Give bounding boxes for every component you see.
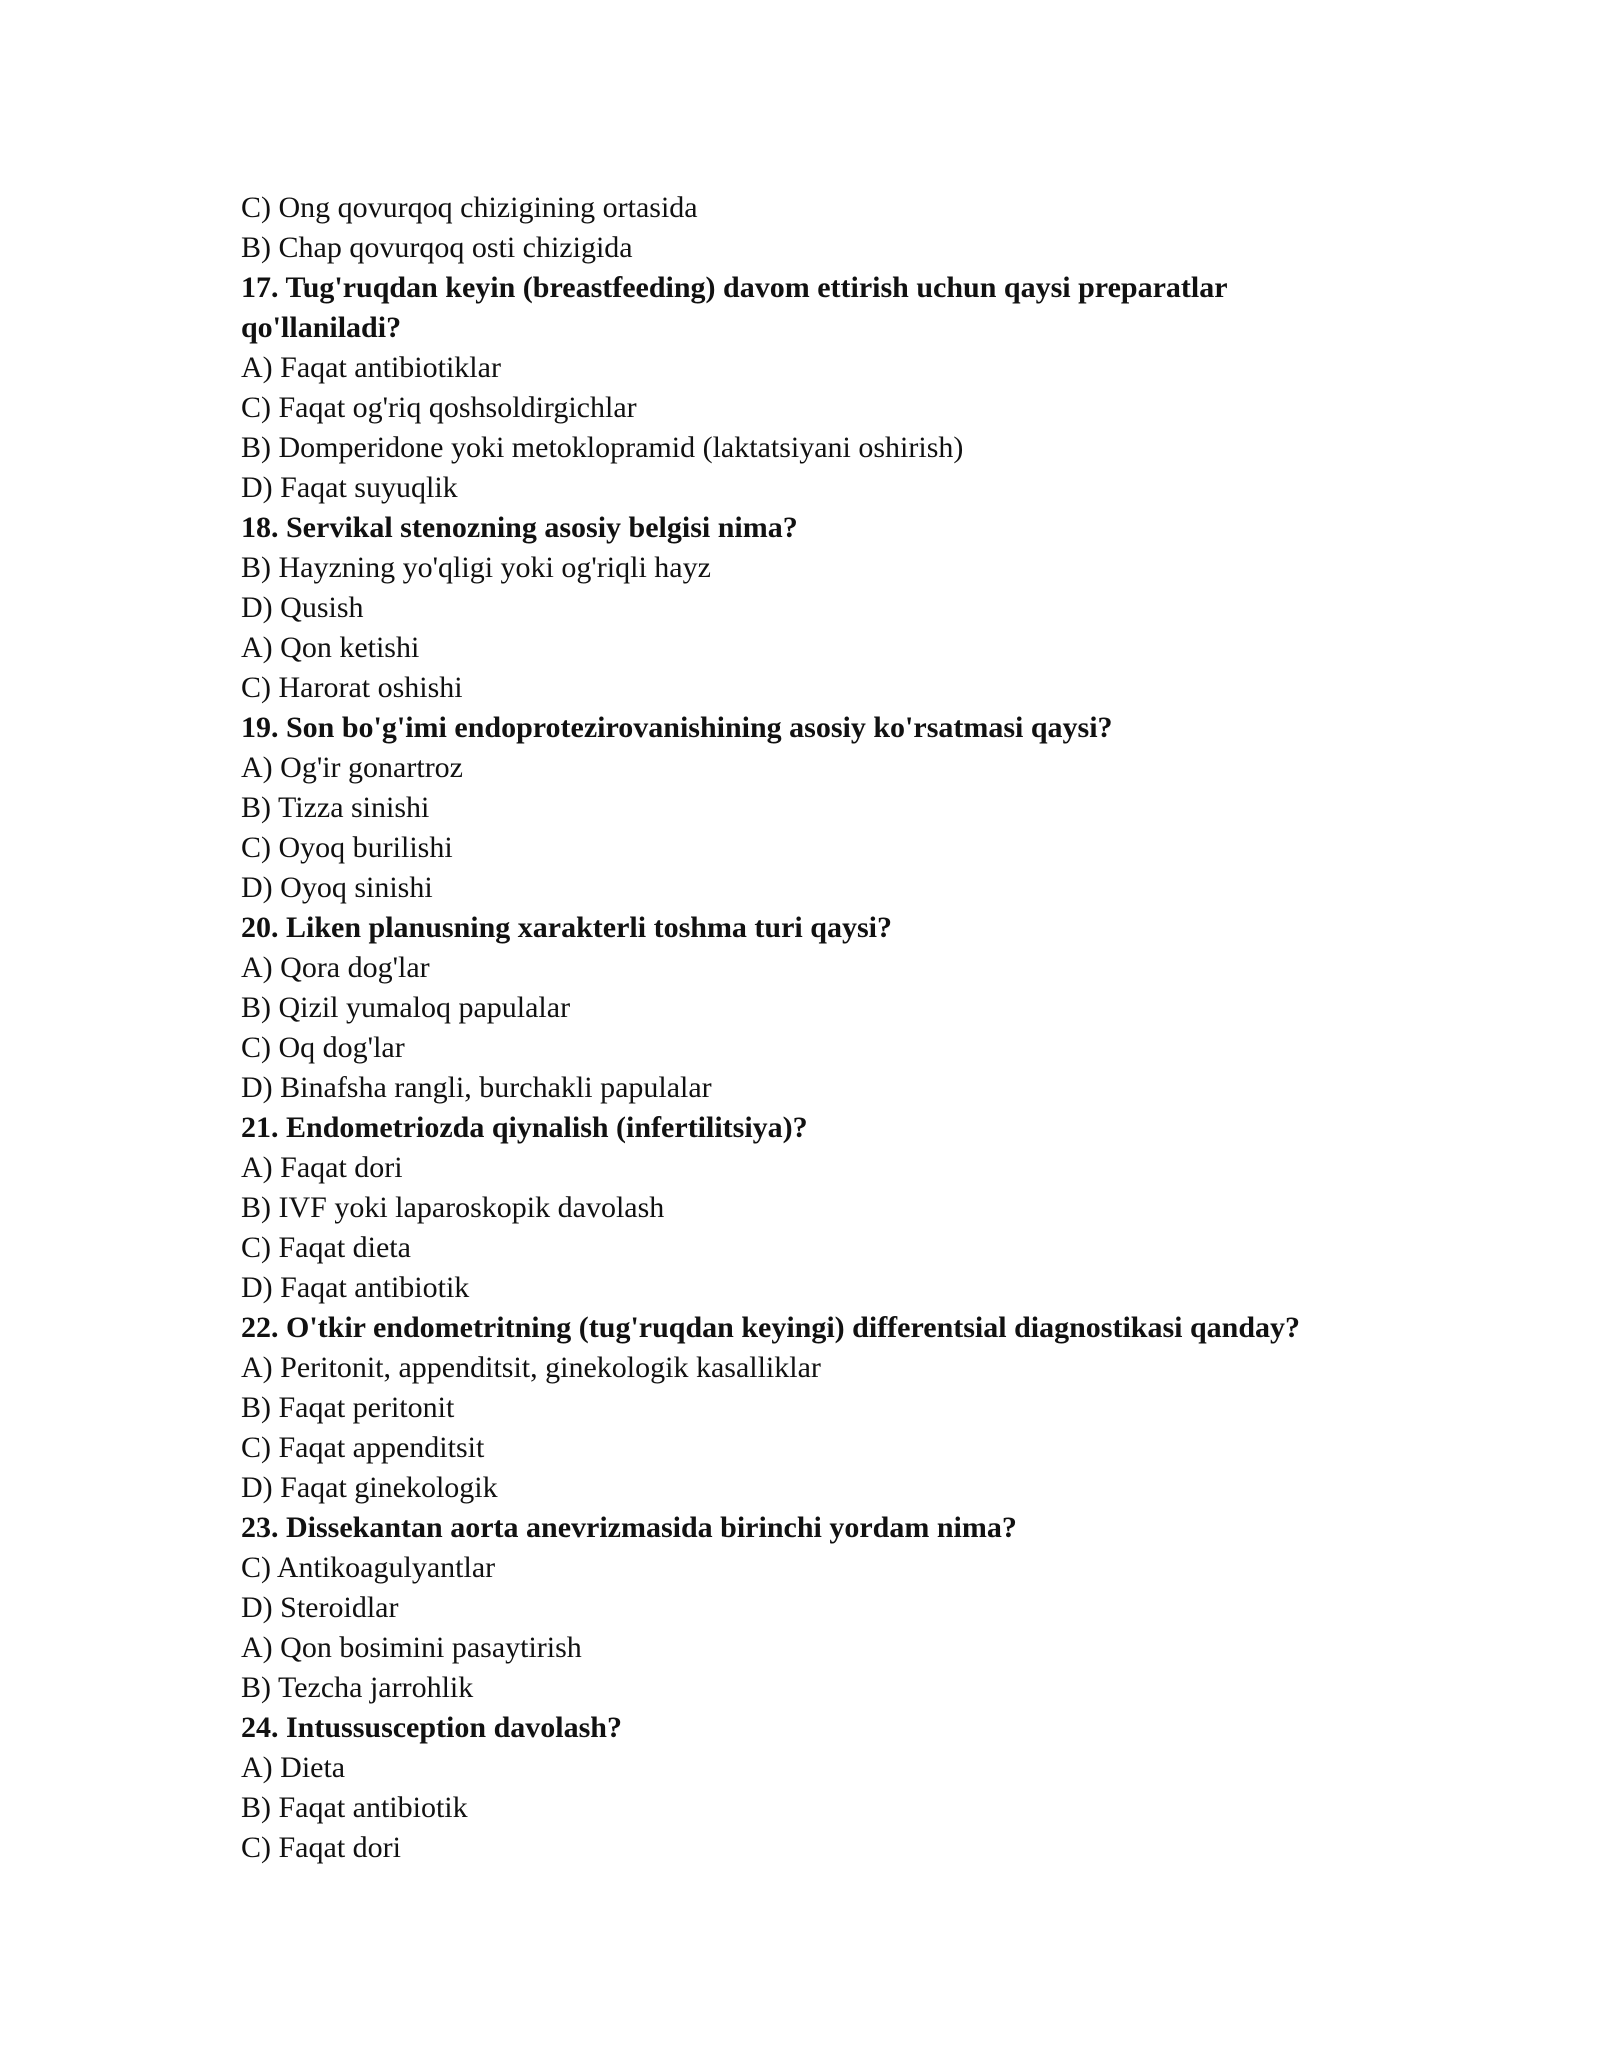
- answer-option: A) Dieta: [241, 1751, 346, 1784]
- question-text: 23. Dissekantan aorta anevrizmasida birinchi yordam nima?: [241, 1511, 1017, 1544]
- answer-option: D) Faqat ginekologik: [241, 1471, 498, 1504]
- answer-option: B) IVF yoki laparoskopik davolash: [241, 1191, 665, 1224]
- answer-option: C) Faqat og'riq qoshsoldirgichlar: [241, 391, 637, 424]
- answer-option: B) Tezcha jarrohlik: [241, 1671, 474, 1704]
- answer-option: B) Hayzning yo'qligi yoki og'riqli hayz: [241, 551, 711, 584]
- question-text: 18. Servikal stenozning asosiy belgisi nima?: [241, 511, 798, 544]
- answer-option: C) Oyoq burilishi: [241, 831, 453, 864]
- answer-option: C) Faqat dieta: [241, 1231, 411, 1264]
- answer-option: A) Faqat dori: [241, 1151, 403, 1184]
- question-text: 17. Tug'ruqdan keyin (breastfeeding) davom ettirish uchun qaysi preparatlar qo'llaniladi?: [241, 271, 1227, 344]
- question-text: 20. Liken planusning xarakterli toshma turi qaysi?: [241, 911, 892, 944]
- answer-option: B) Chap qovurqoq osti chizigida: [241, 231, 633, 264]
- answer-option: C) Oq dog'lar: [241, 1031, 405, 1064]
- answer-option: A) Peritonit, appenditsit, ginekologik kasalliklar: [241, 1351, 821, 1384]
- answer-option: C) Antikoagulyantlar: [241, 1551, 496, 1584]
- question-text: 19. Son bo'g'imi endoprotezirovanishining asosiy ko'rsatmasi qaysi?: [241, 711, 1113, 744]
- question-text: 24. Intussusception davolash?: [241, 1711, 622, 1744]
- answer-option: D) Binafsha rangli, burchakli papulalar: [241, 1071, 712, 1104]
- answer-option: B) Qizil yumaloq papulalar: [241, 991, 571, 1024]
- answer-option: C) Harorat oshishi: [241, 671, 463, 704]
- answer-option: A) Qon bosimini pasaytirish: [241, 1631, 582, 1664]
- answer-option: D) Steroidlar: [241, 1591, 399, 1624]
- answer-option: B) Domperidone yoki metoklopramid (laktatsiyani oshirish): [241, 431, 964, 464]
- question-text: 21. Endometriozda qiynalish (infertilitsiya)?: [241, 1111, 808, 1144]
- answer-option: C) Faqat dori: [241, 1831, 401, 1864]
- answer-option: A) Og'ir gonartroz: [241, 751, 463, 784]
- answer-option: A) Qon ketishi: [241, 631, 420, 664]
- answer-option: B) Faqat peritonit: [241, 1391, 455, 1424]
- answer-option: D) Oyoq sinishi: [241, 871, 433, 904]
- answer-option: B) Tizza sinishi: [241, 791, 430, 824]
- answer-option: D) Faqat antibiotik: [241, 1271, 470, 1304]
- answer-option: D) Qusish: [241, 591, 364, 624]
- answer-option: C) Faqat appenditsit: [241, 1431, 485, 1464]
- answer-option: B) Faqat antibiotik: [241, 1791, 468, 1824]
- question-text: 22. O'tkir endometritning (tug'ruqdan keyingi) differentsial diagnostikasi qanday?: [241, 1311, 1301, 1344]
- answer-option: C) Ong qovurqoq chizigining ortasida: [241, 191, 698, 224]
- document-page: [241, 188, 1361, 1868]
- answer-option: A) Faqat antibiotiklar: [241, 351, 501, 384]
- answer-option: D) Faqat suyuqlik: [241, 471, 458, 504]
- answer-option: A) Qora dog'lar: [241, 951, 430, 984]
